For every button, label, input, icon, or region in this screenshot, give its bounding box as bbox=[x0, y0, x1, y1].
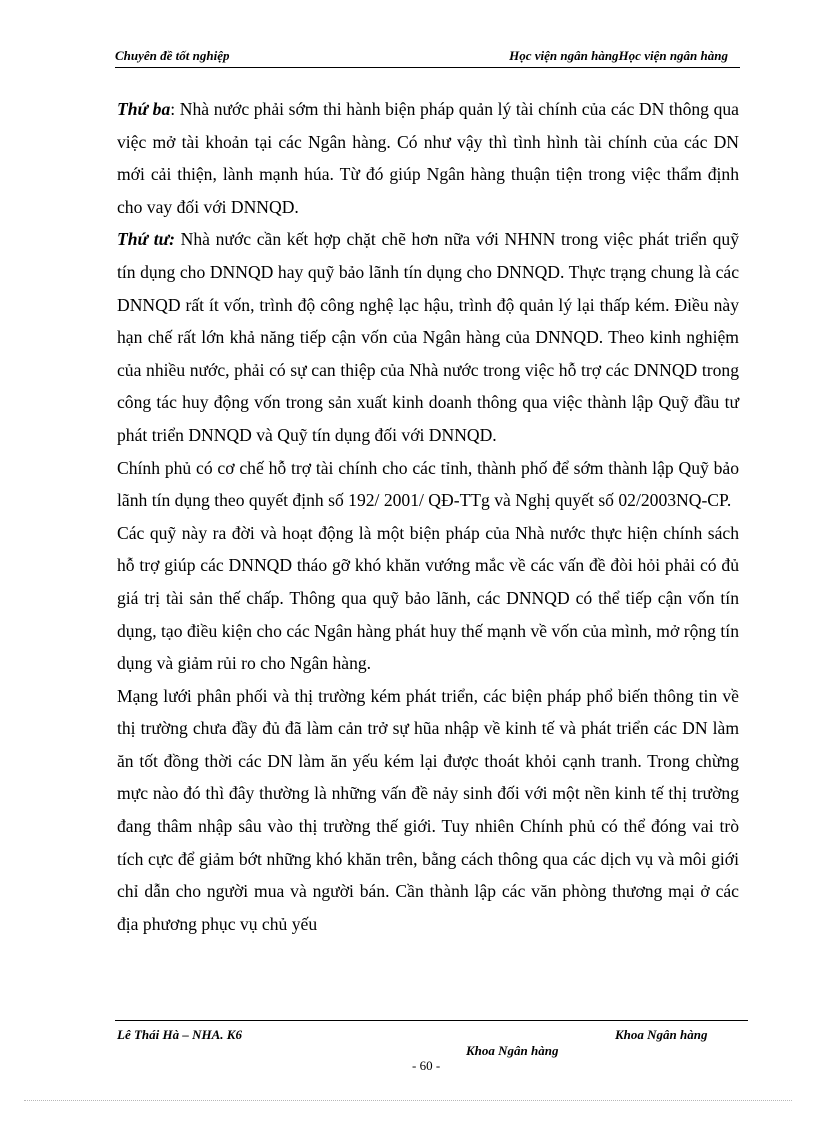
paragraph: Chính phủ có cơ chế hỗ trợ tài chính cho các tỉnh, thành phố để sớm thành lập Quỹ bảo lãnh tín dụng theo quyết định số 192/ 2001/ QĐ-TTg và Nghị quyết số 02/2003NQ-CP. bbox=[117, 457, 739, 511]
body-text bbox=[117, 93, 739, 940]
paragraph-thu-tu bbox=[117, 223, 739, 451]
paragraph-lead: Thứ ba bbox=[117, 99, 171, 119]
header-divider bbox=[115, 67, 740, 68]
footer-author: Lê Thái Hà – NHA. K6 bbox=[117, 1027, 242, 1042]
header-left-title: Chuyên đề tốt nghiệp bbox=[115, 48, 230, 63]
paragraph-lead: Thứ tư: bbox=[117, 229, 176, 250]
header-right-title: Học viện ngân hàngHọc viện ngân hàng bbox=[509, 48, 728, 63]
paragraph: Mạng lưới phân phối và thị trường kém phát triển, các biện pháp phổ biến thông tin về thị trường chưa đầy đủ đã làm cản trở sự hũa nhập về kinh tế và phát triển các DN làm ăn tốt đồng thời các DN làm ăn yếu kém lại được thoát khỏi cạnh tranh. Trong chừng mực nào đó thì đây thường là những vấn đề nảy sinh đối với một nền kinh tế thị trường đang thâm nhập sâu vào thị trường thế giới. Tuy nhiên Chính phủ có thể đóng vai trò tích cực để giảm bớt những khó khăn trên, bằng cách thông qua các dịch vụ và môi giới chỉ dẫn cho người mua và người bán. Cần thành lập các văn phòng thương mại ở các địa phương phục vụ chủ yếu bbox=[117, 685, 739, 934]
paragraph-text: Nhà nước cần kết hợp chặt chẽ hơn nữa với NHNN trong việc phát triển quỹ tín dụng cho DNNQD hay quỹ bảo lãnh tín dụng cho DNNQD. Thực trạng chung là các DNNQD rất ít vốn, trình độ công nghệ lạc hậu, trình độ quản lý lại thấp kém. Điều này hạn chế rất lớn khả năng tiếp cận vốn của Ngân hàng của DNNQD. Theo kinh nghiệm của nhiều nước, phải có sự can thiệp của Nhà nước trong việc hỗ trợ các DNNQD trong công tác huy động vốn trong sản xuất kinh doanh thông qua việc thành lập Quỹ đầu tư phát triển DNNQD và Quỹ tín dụng đối với DNNQD. bbox=[117, 229, 739, 445]
paragraph-text: : Nhà nước phải sớm thi hành biện pháp quản lý tài chính của các DN thông qua việc mở tài khoản tại các Ngân hàng. Có như vậy thì tình hình tài chính của các DN mới cải thiện, lành mạnh húa. Từ đó giúp Ngân hàng thuận tiện trong việc thẩm định cho vay đối với DNNQD. bbox=[117, 99, 739, 217]
page-break-line bbox=[24, 1100, 792, 1101]
footer-department-center: Khoa Ngân hàng bbox=[466, 1043, 559, 1058]
footer-department-right: Khoa Ngân hàng bbox=[615, 1027, 708, 1042]
paragraph-thu-ba bbox=[117, 93, 739, 223]
page-number: - 60 - bbox=[412, 1058, 441, 1073]
paragraph: Các quỹ này ra đời và hoạt động là một biện pháp của Nhà nước thực hiện chính sách hỗ trợ giúp các DNNQD tháo gỡ khó khăn vướng mắc về các vấn đề đòi hỏi phải có đủ giá trị tài sản thế chấp. Thông qua quỹ bảo lãnh, các DNNQD có thể tiếp cận vốn tín dụng, tạo điều kiện cho các Ngân hàng phát huy thế mạnh về vốn của mình, mở rộng tín dụng và giảm rủi ro cho Ngân hàng. bbox=[117, 522, 739, 674]
footer-divider bbox=[115, 1020, 748, 1021]
